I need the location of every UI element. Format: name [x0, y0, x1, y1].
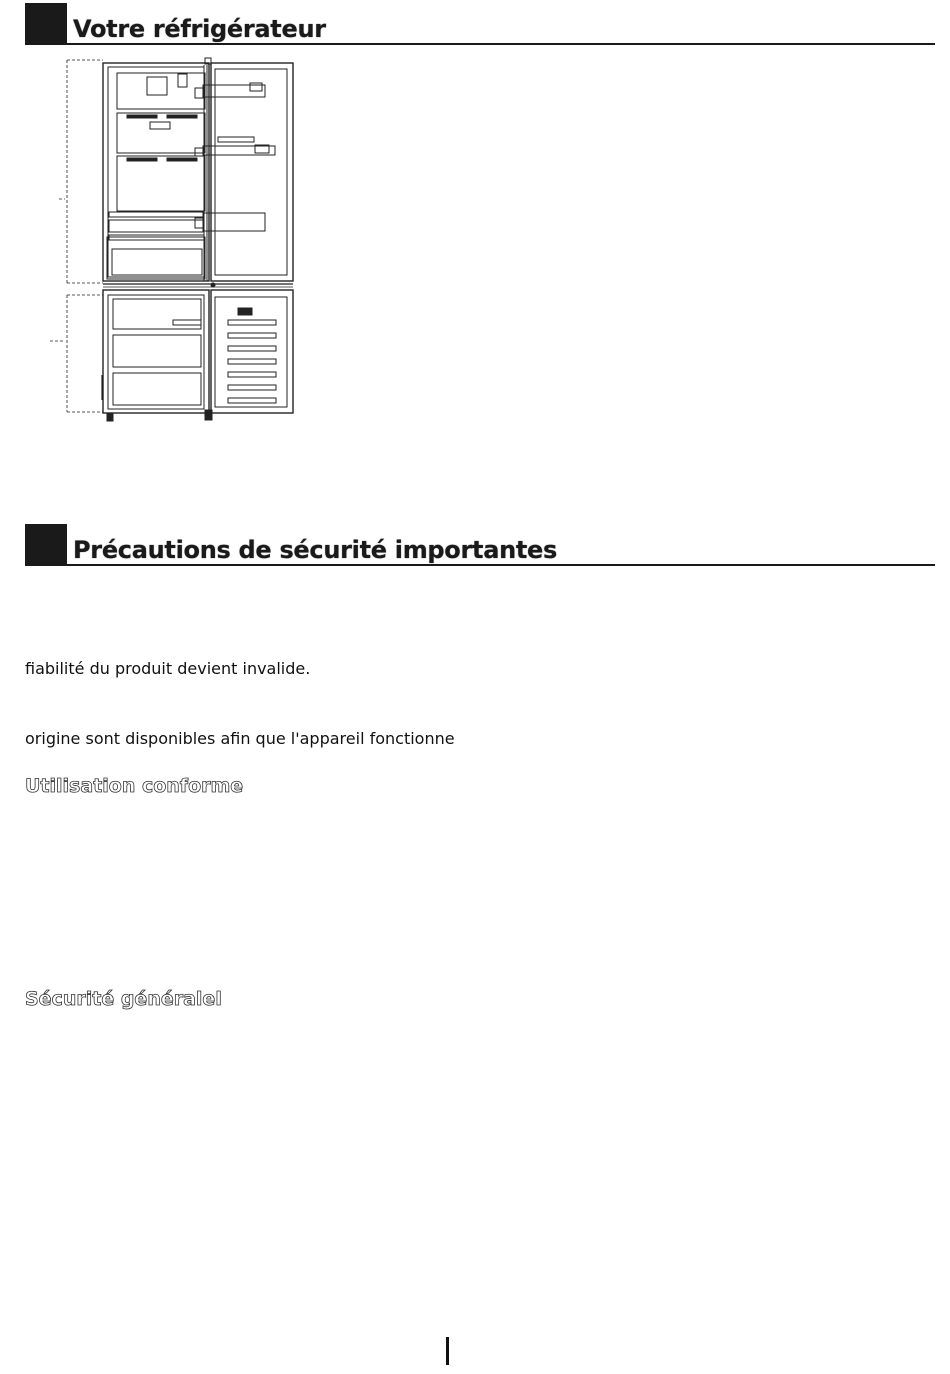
- freezer-body: [102, 290, 209, 413]
- page-marker: [446, 1337, 449, 1365]
- freezer-door: [211, 290, 293, 413]
- text-spare-parts: origine sont disponibles afin que l'appareil fonctionne: [25, 729, 455, 748]
- section-title: Précautions de sécurité importantes: [73, 536, 558, 564]
- section-header-safety: [25, 524, 935, 566]
- divider-strip: [103, 283, 293, 287]
- subheading-general-safety: Sécurité généralel: [25, 988, 222, 1010]
- section-title: Votre réfrigérateur: [73, 15, 326, 43]
- text-reliability: fiabilité du produit devient invalide.: [25, 659, 311, 678]
- subheading-intended-use: Utilisation conforme: [25, 775, 244, 797]
- dashed-guides: [50, 60, 103, 412]
- fridge-feet: [107, 410, 212, 421]
- section-marker-block: [25, 524, 67, 566]
- section-header-fridge: [25, 3, 935, 45]
- section-rule: [67, 43, 935, 45]
- section-rule: [67, 564, 935, 566]
- fridge-diagram: [45, 55, 305, 430]
- section-marker-block: [25, 3, 67, 45]
